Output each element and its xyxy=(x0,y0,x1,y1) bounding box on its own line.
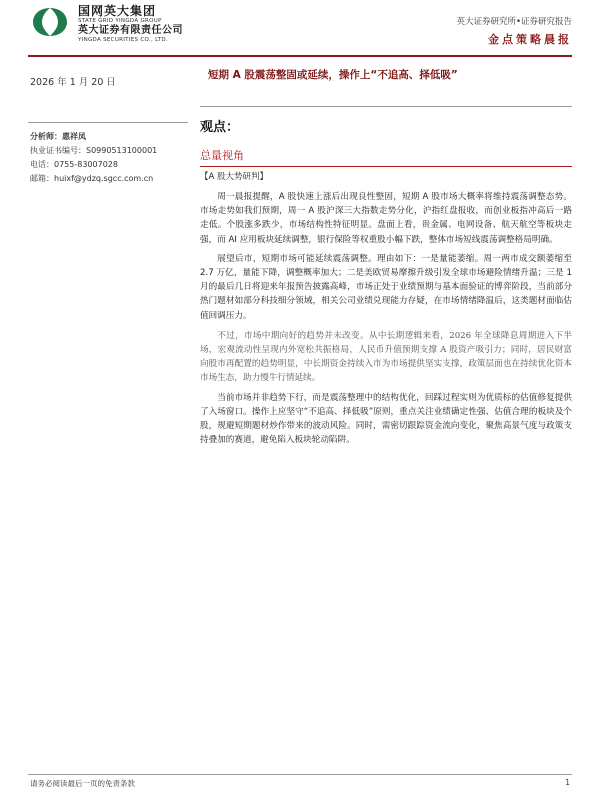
analyst-info xyxy=(30,130,157,186)
body-paragraph-4: 当前市场并非趋势下行，而是震荡整理中的结构优化，回踩过程实则为优质标的估值修复提供了入场窗口。操作上应坚守“不追高、择低吸”原则，重点关注业绩确定性强、估值合理的板块及个股，规避短期题材炒作带来的波动风险。同时，需密切跟踪资金流向变化，聚焦高景气度与政策支持叠加的赛道，避免陷入板块轮动陷阱。 xyxy=(200,392,572,446)
report-date: 2026 年 1 月 20 日 xyxy=(30,77,116,88)
body-paragraph-3: 不过，市场中期向好的趋势并未改变。从中长期逻辑来看，2026 年全球降息周期进入下半场，宏观流动性呈现内外宽松共振格局，人民币升值预期支撑 A 股资产吸引力；同时，居民财富向股市再配置的趋势明显，中长期资金持续入市为市场提供坚实支撑，政策层面也在持续优化资本市场生态，助力慢牛行情延续。 xyxy=(200,330,572,384)
email-row xyxy=(30,172,157,186)
phone-label: 电话： xyxy=(30,160,54,169)
company-name-en: YINGDA SECURITIES CO., LTD. xyxy=(78,37,168,43)
subsection-tag: 【A 股大势研判】 xyxy=(200,172,269,182)
body-paragraph-1: 周一晨报提醒，A 股快速上涨后出现良性整固，短期 A 股市场大概率将维持震荡调整态势。市场走势如我们预期，周一 A 股沪深三大指数走势分化，沪指红盘报收，而创业板指冲高后一路走低。个股涨多跌少，市场结构性特征明显。盘面上看，贵金属、电网设备、航天航空等板块走强，而 AI 应用板块延续调整，银行保险等权重股小幅下跌，整体市场短线震荡调整格局明确。 xyxy=(200,192,572,245)
group-name-en: STATE GRID YINGDA GROUP xyxy=(78,18,162,24)
cert-number: S0990513100001 xyxy=(86,146,158,155)
report-header xyxy=(456,16,572,47)
email-label: 邮箱： xyxy=(30,174,54,183)
report-title: 短期 A 股震荡整固或延续，操作上“不追高、择低吸” xyxy=(208,69,458,81)
phone-row xyxy=(30,158,157,172)
analyst-label: 分析师： xyxy=(30,132,62,141)
main-content xyxy=(200,118,572,447)
sidebar-divider xyxy=(28,122,188,123)
cert-label: 执业证书编号： xyxy=(30,146,86,155)
body-paragraph-2: 展望后市，短期市场可能延续震荡调整。理由如下：一是量能萎缩。周一两市成交额萎缩至 2.7 万亿，量能下降，调整概率加大；二是美欧贸易摩擦升级引发全球市场避险情绪升温；三是 1 月的最后几日将迎来年报预告披露高峰，市场正处于业绩预期与基本面验证的博弈阶段，当前部分热门题材如部分科技细分领域，相关公司业绩兑现能力存疑，在市场情绪降温后，这类题材面临估值回调压力。 xyxy=(200,253,572,321)
section-heading: 总量视角 xyxy=(200,149,244,162)
research-institute: 英大证券研究所•证券研究报告 xyxy=(456,17,572,27)
group-name: 国网英大集团 xyxy=(78,4,157,18)
company-logo-text xyxy=(78,4,183,44)
report-series: 金点策略晨报 xyxy=(488,33,572,46)
phone-number: 0755-83007028 xyxy=(54,160,118,169)
disclaimer-note: 请务必阅读最后一页的免责条款 xyxy=(30,779,135,788)
section-divider xyxy=(200,166,572,167)
page-number: 1 xyxy=(565,778,570,787)
company-name: 英大证券有限责任公司 xyxy=(78,25,183,36)
viewpoint-heading: 观点： xyxy=(200,120,240,135)
email-address[interactable]: huixf@ydzq.sgcc.com.cn xyxy=(54,174,154,183)
cert-row xyxy=(30,144,157,158)
footer-divider xyxy=(28,774,572,775)
title-divider xyxy=(200,106,572,107)
analyst-name: 惠祥凤 xyxy=(62,132,86,141)
state-grid-logo-icon xyxy=(30,6,70,38)
header-divider xyxy=(28,55,572,57)
analyst-row xyxy=(30,130,157,144)
